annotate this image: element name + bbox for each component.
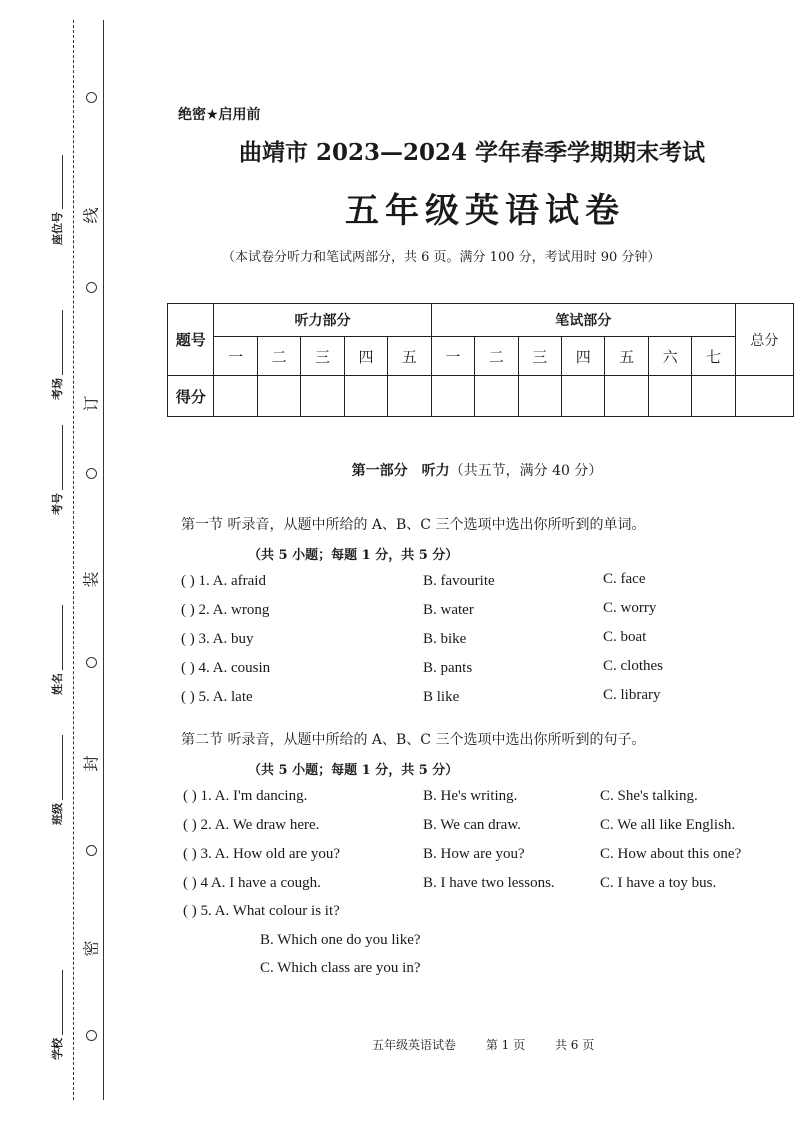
exam-note: （本试卷分听力和笔试两部分，共 6 页。满分 100 分，考试用时 90 分钟）	[222, 250, 661, 265]
option-b: B. Which one do you like?	[260, 932, 421, 948]
footer-page-number: 第 1 页	[485, 1038, 526, 1052]
exam-number-field[interactable]: 考号	[47, 425, 67, 515]
exam-title: 曲靖市 2023—2024 学年春季学期期末考试	[238, 139, 706, 166]
dashed-cut-line	[73, 20, 74, 1100]
question-item: ( ) 2. A. We draw here.	[183, 817, 320, 833]
option-b: B. He's writing.	[423, 788, 518, 804]
score-cell[interactable]	[257, 376, 300, 417]
option-c: C. How about this one?	[600, 846, 742, 862]
score-table	[167, 303, 794, 417]
option-b: B. How are you?	[423, 846, 525, 862]
option-c: C. worry	[603, 600, 657, 616]
writing-header: 笔试部分	[431, 304, 735, 337]
question-item: ( ) 5. A. What colour is it?	[183, 903, 340, 919]
binding-char: 装	[81, 571, 101, 588]
writing-col: 三	[518, 337, 561, 376]
part-heading	[0, 460, 794, 480]
total-score-cell[interactable]	[735, 376, 793, 417]
total-label: 总分	[735, 304, 793, 376]
writing-col: 七	[692, 337, 735, 376]
option-c: C. library	[603, 687, 661, 703]
page-footer	[372, 1036, 620, 1053]
option-c: C. I have a toy bus.	[600, 875, 717, 891]
question-item: ( ) 2. A. wrong	[181, 602, 270, 618]
binding-hole	[86, 92, 97, 103]
name-field[interactable]: 姓名	[47, 605, 67, 695]
listening-col: 二	[257, 337, 300, 376]
question-item: ( ) 3. A. buy	[181, 631, 254, 647]
writing-col: 四	[562, 337, 605, 376]
question-item: ( ) 4. A. cousin	[181, 660, 271, 676]
writing-col: 二	[475, 337, 518, 376]
binding-char: 封	[81, 755, 101, 772]
writing-col: 六	[648, 337, 691, 376]
score-cell[interactable]	[692, 376, 735, 417]
option-c: C. face	[603, 571, 646, 587]
option-c: C. boat	[603, 629, 647, 645]
binding-char: 订	[81, 395, 101, 412]
binding-hole	[86, 657, 97, 668]
part-detail: （共五节，满分 40 分）	[449, 463, 603, 479]
section-title: 第一节 听录音，从题中所给的 A、B、C 三个选项中选出你所听到的单词。	[181, 517, 646, 533]
binding-hole	[86, 282, 97, 293]
option-c: C. We all like English.	[600, 817, 736, 833]
writing-col: 一	[431, 337, 474, 376]
binding-char: 密	[81, 940, 101, 957]
question-number-label: 题号	[168, 304, 214, 376]
score-cell[interactable]	[648, 376, 691, 417]
confidential-label: 绝密★启用前	[178, 107, 261, 123]
exam-room-field[interactable]: 考场	[47, 310, 67, 400]
option-b: B. pants	[423, 660, 473, 676]
binding-margin	[0, 0, 140, 1122]
score-cell[interactable]	[518, 376, 561, 417]
writing-col: 五	[605, 337, 648, 376]
class-field[interactable]: 班级	[47, 735, 67, 825]
footer-page-total: 共 6 页	[554, 1038, 595, 1052]
option-b: B. bike	[423, 631, 467, 647]
score-cell[interactable]	[431, 376, 474, 417]
score-cell[interactable]	[475, 376, 518, 417]
section-subtitle: （共 5 小题；每题 1 分，共 5 分）	[248, 763, 459, 778]
binding-char: 线	[81, 207, 101, 224]
seat-number-field[interactable]: 座位号	[47, 155, 67, 245]
score-cell[interactable]	[344, 376, 387, 417]
binding-hole	[86, 845, 97, 856]
binding-hole	[86, 1030, 97, 1041]
listening-col: 一	[214, 337, 257, 376]
option-b: B like	[423, 689, 460, 705]
section-title: 第二节 听录音，从题中所给的 A、B、C 三个选项中选出你所听到的句子。	[181, 732, 646, 748]
listening-col: 四	[344, 337, 387, 376]
section-subtitle: （共 5 小题；每题 1 分，共 5 分）	[248, 548, 459, 563]
option-c: C. clothes	[603, 658, 663, 674]
paper-title: 五年级英语试卷	[345, 191, 625, 231]
option-b: B. We can draw.	[423, 817, 521, 833]
option-b: B. water	[423, 602, 474, 618]
listening-header: 听力部分	[214, 304, 431, 337]
score-cell[interactable]	[562, 376, 605, 417]
question-item: ( ) 3. A. How old are you?	[183, 846, 341, 862]
question-item: ( ) 1. A. afraid	[181, 573, 266, 589]
score-label: 得分	[168, 376, 214, 417]
question-item: ( ) 1. A. I'm dancing.	[183, 788, 308, 804]
listening-col: 三	[301, 337, 344, 376]
option-b: B. I have two lessons.	[423, 875, 555, 891]
option-c: C. Which class are you in?	[260, 960, 421, 976]
score-cell[interactable]	[301, 376, 344, 417]
question-item: ( ) 4 A. I have a cough.	[183, 875, 321, 891]
option-b: B. favourite	[423, 573, 495, 589]
listening-col: 五	[388, 337, 431, 376]
part-title: 第一部分 听力	[351, 463, 450, 479]
school-field[interactable]: 学校	[47, 970, 67, 1060]
score-cell[interactable]	[214, 376, 257, 417]
binding-line	[103, 20, 104, 1100]
footer-paper-name: 五年级英语试卷	[372, 1038, 457, 1052]
option-c: C. She's talking.	[600, 788, 698, 804]
score-cell[interactable]	[605, 376, 648, 417]
question-item: ( ) 5. A. late	[181, 689, 253, 705]
score-cell[interactable]	[388, 376, 431, 417]
